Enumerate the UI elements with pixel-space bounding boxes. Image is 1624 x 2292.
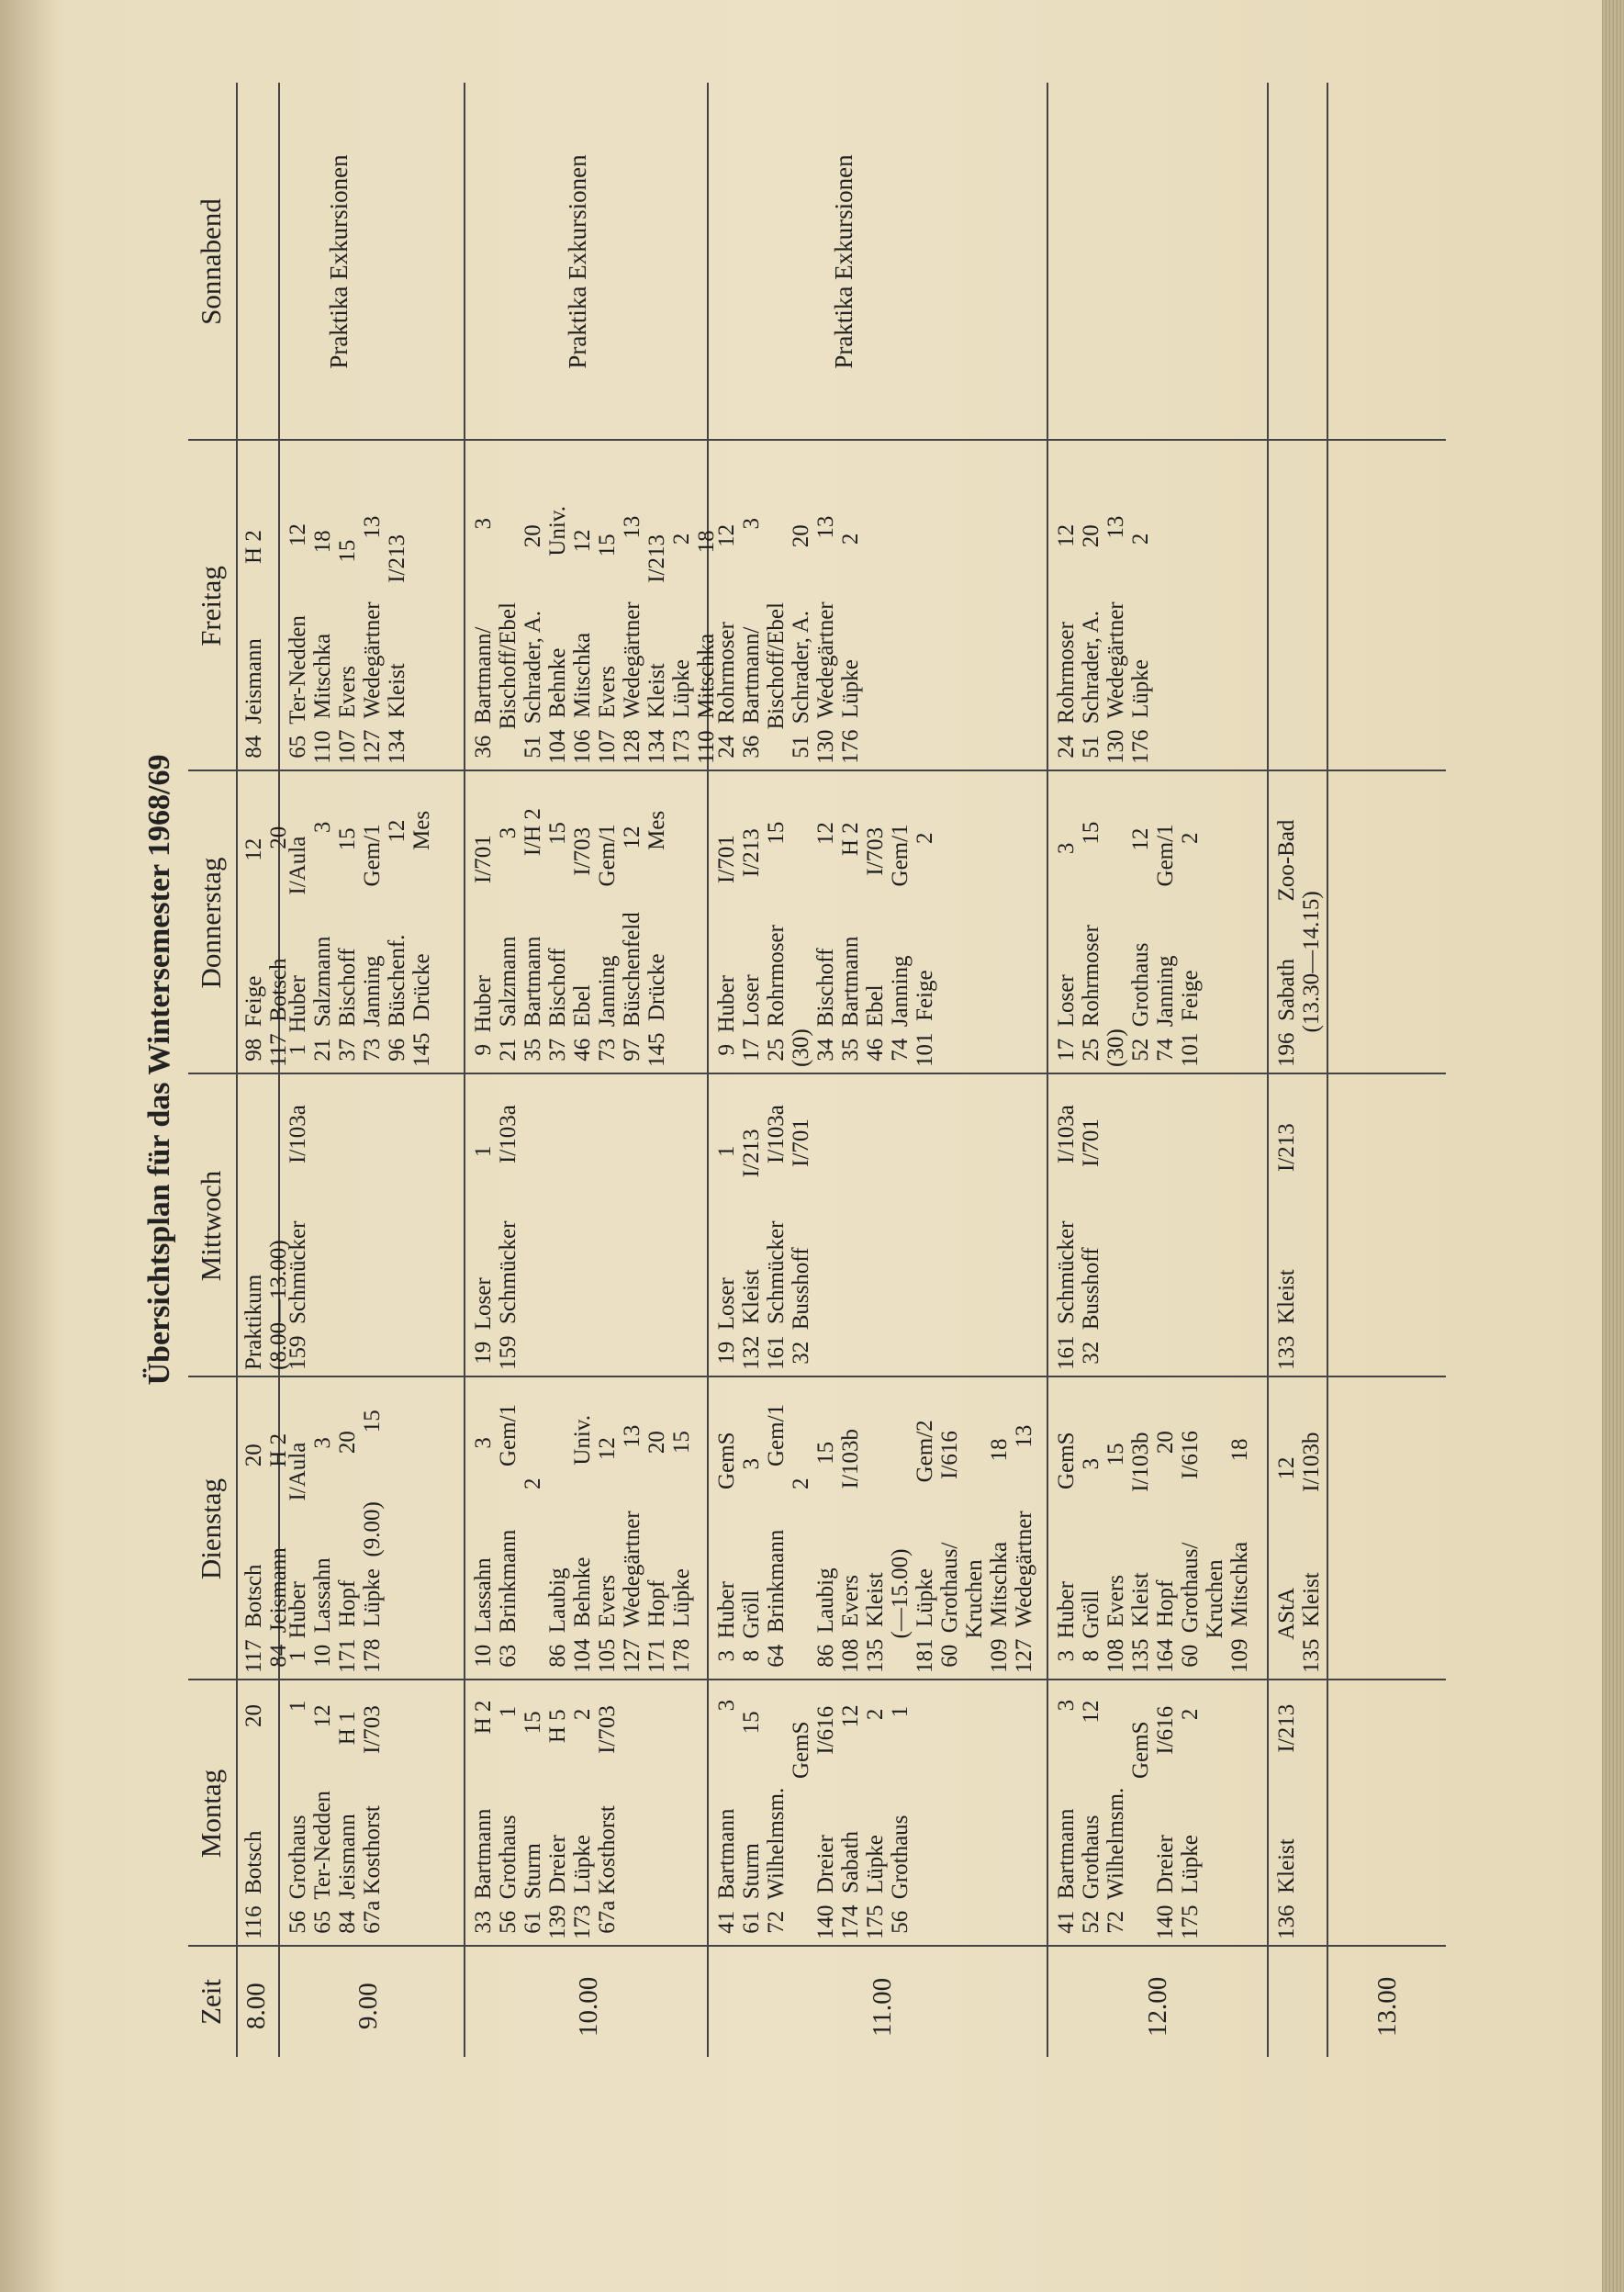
cell-freitag: 24 Rohrmoser 12 51 Schrader, A. 20 130 Wedegärtner 13 176 Lüpke 2 — [1054, 515, 1153, 764]
page-title: Übersichtsplan für das Wintersemester 1968/69 — [142, 754, 176, 1386]
time-label: 13.00 — [1372, 1976, 1402, 2037]
cell-dienstag: 3 Huber GemS 8 Gröll 3 108 Evers 15 135 Kleist I/103b 164 Hopf 20 60 Grothaus/ I/616 Kruchen 109 Mitschka 18 — [1054, 1431, 1252, 1673]
cell-donnerstag: 9 Huber I/701 21 Salzmann 3 35 Bartmann I/H 2 37 Bischoff 15 46 Ebel I/703 73 Janning Gem/1 97 Büschenfeld 12 145 Drücke Mes — [471, 808, 669, 1067]
cell-sonnabend: Praktika Exkursionen — [830, 154, 857, 369]
header-dienstag: Dienstag — [195, 1477, 227, 1580]
row-divider — [1267, 83, 1269, 2057]
col-divider — [188, 1073, 1446, 1074]
cell-montag: 33 Bartmann H 2 56 Grothaus 1 61 Sturm 15 139 Dreier H 5 173 Lüpke 2 67a Kosthorst I/703 — [471, 1700, 620, 1939]
cell-dienstag: 1 Huber I/Aula 10 Lassahn 3 171 Hopf 20 178 Lüpke (9.00) 15 — [286, 1410, 385, 1673]
header-rule — [236, 83, 238, 2057]
time-label: 10.00 — [574, 1976, 603, 2037]
cell-dienstag: AStA 12 135 Kleist I/103b — [1274, 1432, 1324, 1673]
cell-mittwoch: Praktikum (8.00—13.00) — [241, 1240, 291, 1370]
header-sonnabend: Sonnabend — [195, 198, 227, 325]
cell-dienstag: 10 Lassahn 3 63 Brinkmann Gem/1 2 86 Laubig 104 Behnke Univ. 105 Evers 12 127 Wedegärtner 13 171 Hopf 20 178 Lüpke 15 — [471, 1403, 694, 1673]
time-label: 9.00 — [353, 1983, 383, 2029]
cell-donnerstag: 9 Huber I/701 17 Loser I/213 25 Rohrmoser 15 (30) 34 Bischoff 12 35 Bartmann H 2 46 Ebel I/703 74 Janning Gem/1 101 Feige 2 — [714, 821, 937, 1067]
row-divider — [1327, 83, 1328, 2057]
timetable-rotated — [142, 83, 1450, 2057]
header-montag: Montag — [195, 1769, 227, 1859]
cell-mittwoch: 161 Schmücker I/103a 32 Busshoff I/701 — [1054, 1105, 1103, 1370]
cell-freitag: 84 Jeismann H 2 — [241, 530, 266, 764]
cell-montag: 136 Kleist I/213 — [1274, 1703, 1299, 1939]
row-divider — [464, 83, 465, 2057]
cell-montag: 41 Bartmann 3 61 Sturm 15 72 Wilhelmsm. GemS 140 Dreier I/616 174 Sabath 12 175 Lüpke 2 56 Grothaus 1 — [714, 1699, 913, 1939]
timetable-grid — [188, 83, 1446, 2057]
row-divider — [707, 83, 709, 2057]
cell-dienstag: 117 Botsch 20 84 Jeismann H 2 — [241, 1432, 291, 1673]
time-label: 11.00 — [868, 1977, 897, 2037]
cell-mittwoch: 19 Loser 1 159 Schmücker I/103a — [471, 1105, 521, 1370]
cell-donnerstag: 1 Huber I/Aula 21 Salzmann 3 37 Bischoff 15 73 Janning Gem/1 96 Büschenf. 12 145 Drücke Mes — [286, 810, 434, 1067]
binding-shadow — [0, 0, 64, 2292]
cell-mittwoch: 159 Schmücker I/103a — [286, 1105, 310, 1370]
cell-montag: 116 Botsch 20 — [241, 1703, 266, 1939]
cell-dienstag: 3 Huber GemS 8 Gröll 3 64 Brinkmann Gem/1 2 86 Laubig 15 108 Evers I/103b 135 Kleist (—15.00) 181 Lüpke Gem/2 60 Grothaus/ I/616 Kruchen 109 Mitschka 18 127 Wedegärtner 13 — [714, 1403, 1036, 1673]
header-mittwoch: Mittwoch — [195, 1170, 227, 1282]
header-donnerstag: Donnerstag — [195, 857, 227, 989]
col-divider — [188, 439, 1446, 441]
cell-donnerstag: 98 Feige 12 117 Botsch 20 — [241, 826, 291, 1067]
cell-montag: 41 Bartmann 3 52 Grothaus 12 72 Wilhelmsm. GemS 140 Dreier I/616 175 Lüpke 2 — [1054, 1699, 1203, 1939]
cell-mittwoch: 19 Loser 1 132 Kleist I/213 161 Schmücker I/103a 32 Busshoff I/701 — [714, 1105, 813, 1370]
cell-freitag: 65 Ter-Nedden 12 110 Mitschka 18 107 Evers 15 127 Wedegärtner 13 134 Kleist I/213 — [286, 515, 409, 764]
cell-montag: 56 Grothaus 1 65 Ter-Nedden 12 84 Jeismann H 1 67a Kosthorst I/703 — [286, 1700, 385, 1934]
time-label: 12.00 — [1143, 1976, 1172, 2037]
cell-sonnabend: Praktika Exkursionen — [564, 154, 591, 369]
col-divider — [188, 770, 1446, 771]
row-divider — [1047, 83, 1048, 2057]
header-zeit: Zeit — [195, 1979, 227, 2025]
cell-mittwoch: 133 Kleist I/213 — [1274, 1123, 1299, 1370]
time-label: 8.00 — [241, 1983, 271, 2029]
col-divider — [188, 1679, 1446, 1680]
row-divider — [278, 83, 280, 2057]
cell-freitag: 36 Bartmann/ 3 Bischoff/Ebel 51 Schrader, A. 20 104 Behnke Univ. 106 Mitschka 12 107 Evers 15 128 Wedegärtner 13 134 Kleist I/213 173 Lüpke 2 110 Mitschka 18 — [471, 506, 719, 764]
cell-freitag: 24 Rohrmoser 12 36 Bartmann/ 3 Bischoff/Ebel 51 Schrader, A. 20 130 Wedegärtner 13 176 Lüpke 2 — [714, 515, 863, 764]
cell-sonnabend: Praktika Exkursionen — [325, 154, 353, 369]
header-freitag: Freitag — [195, 566, 227, 646]
page-edge — [1602, 0, 1624, 2292]
col-divider — [188, 1376, 1446, 1377]
cell-donnerstag: 196 Sabath Zoo-Bad (13.30—14.15) — [1274, 819, 1324, 1067]
cell-donnerstag: 17 Loser 3 25 Rohrmoser 15 (30) 52 Grothaus 12 74 Janning Gem/1 101 Feige 2 — [1054, 821, 1203, 1067]
col-divider — [188, 1945, 1446, 1947]
